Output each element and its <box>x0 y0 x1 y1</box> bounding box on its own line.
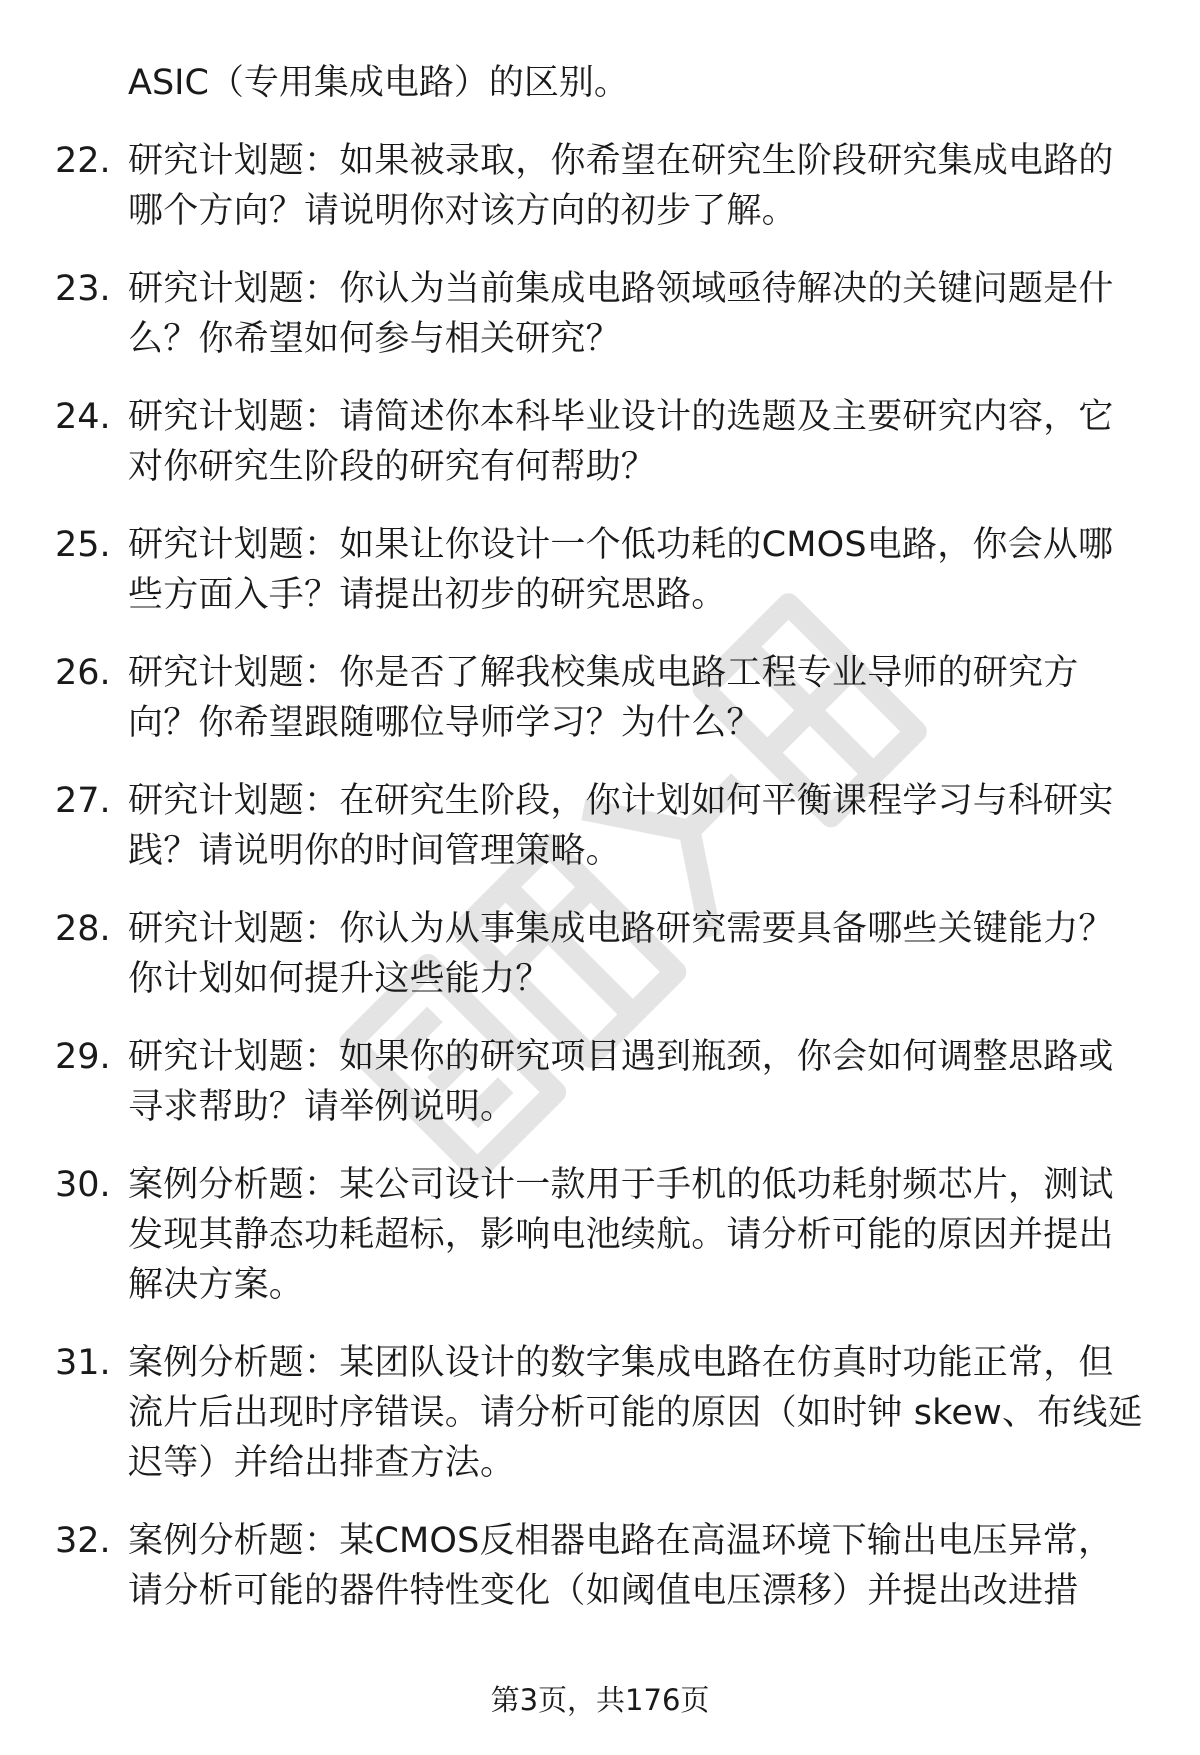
item-text: 研究计划题：如果被录取，你希望在研究生阶段研究集成电路的哪个方向？请说明你对该方向的初步了解。 <box>128 141 1114 231</box>
item-text: 研究计划题：在研究生阶段，你计划如何平衡课程学习与科研实践？请说明你的时间管理策略。 <box>128 781 1114 871</box>
list-item <box>55 392 1145 492</box>
item-number: 27. <box>55 781 111 821</box>
list-item <box>55 1032 1145 1132</box>
continuation-line: ASIC（专用集成电路）的区别。 <box>128 63 629 103</box>
item-number: 32. <box>55 1521 111 1561</box>
list-item <box>55 776 1145 876</box>
item-text: 研究计划题：请简述你本科毕业设计的选题及主要研究内容，它对你研究生阶段的研究有何帮助？ <box>128 397 1114 487</box>
item-number: 23. <box>55 269 111 309</box>
item-text: 研究计划题：你认为从事集成电路研究需要具备哪些关键能力？你计划如何提升这些能力？ <box>128 909 1114 999</box>
item-number: 26. <box>55 653 111 693</box>
list-item <box>55 648 1145 748</box>
list-item <box>55 1338 1145 1488</box>
list-item <box>55 1516 1145 1616</box>
item-text: 研究计划题：你是否了解我校集成电路工程专业导师的研究方向？你希望跟随哪位导师学习？为什么？ <box>128 653 1079 743</box>
item-number: 31. <box>55 1343 111 1383</box>
item-text: 研究计划题：你认为当前集成电路领域亟待解决的关键问题是什么？你希望如何参与相关研究？ <box>128 269 1114 359</box>
item-number: 30. <box>55 1165 111 1205</box>
item-number: 28. <box>55 909 111 949</box>
list-item <box>55 520 1145 620</box>
item-text: 研究计划题：如果让你设计一个低功耗的CMOS电路，你会从哪些方面入手？请提出初步的研究思路。 <box>128 525 1114 615</box>
item-number: 25. <box>55 525 111 565</box>
item-number: 22. <box>55 141 111 181</box>
page-footer: 第3页，共176页 <box>490 1683 710 1717</box>
item-number: 29. <box>55 1037 111 1077</box>
question-list <box>55 58 1145 1644</box>
list-item <box>55 136 1145 236</box>
list-item <box>55 1160 1145 1310</box>
item-text: 案例分析题：某团队设计的数字集成电路在仿真时功能正常，但流片后出现时序错误。请分析可能的原因（如时钟 skew、布线延迟等）并给出排查方法。 <box>128 1343 1143 1483</box>
list-item <box>55 904 1145 1004</box>
item-text: 研究计划题：如果你的研究项目遇到瓶颈，你会如何调整思路或寻求帮助？请举例说明。 <box>128 1037 1114 1127</box>
list-item <box>55 264 1145 364</box>
item-number: 24. <box>55 397 111 437</box>
item-text: 案例分析题：某公司设计一款用于手机的低功耗射频芯片，测试发现其静态功耗超标，影响电池续航。请分析可能的原因并提出解决方案。 <box>128 1165 1114 1305</box>
item-text: 案例分析题：某CMOS反相器电路在高温环境下输出电压异常，请分析可能的器件特性变化（如阈值电压漂移）并提出改进措 <box>128 1521 1114 1611</box>
